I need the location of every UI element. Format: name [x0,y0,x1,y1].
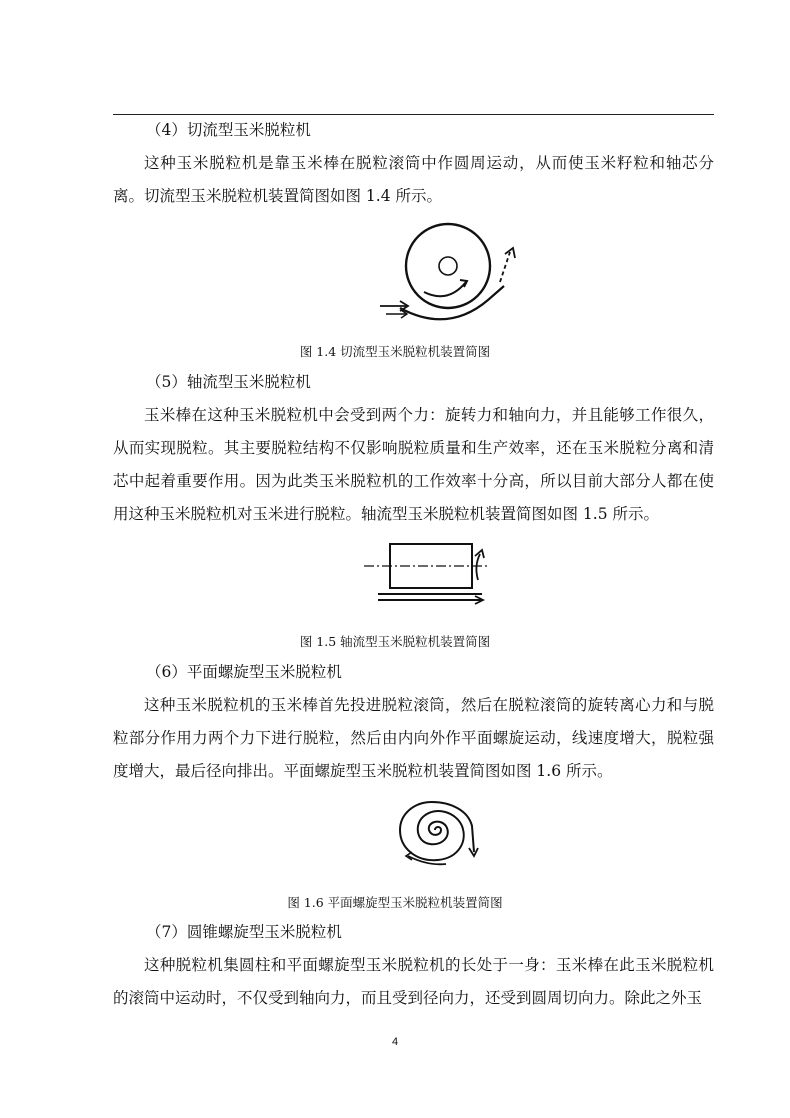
section-6-heading: （6）平面螺旋型玉米脱粒机 [146,663,342,681]
figure-1-4-caption: 图 1.4 切流型玉米脱粒机装置简图 [299,344,491,359]
section-7-heading: （7）圆锥螺旋型玉米脱粒机 [146,923,342,941]
page-number: 4 [391,1036,399,1048]
section-4-paragraph: 这种玉米脱粒机是靠玉米棒在脱粒滚筒中作圆周运动，从而使玉米籽粒和轴芯分离。切流型玉米脱粒机装置简图如图 1.4 所示。 [113,154,714,205]
figure-1-6-caption: 图 1.6 平面螺旋型玉米脱粒机装置简图 [287,895,503,910]
figure-1-4-tangential-thresher [370,222,540,330]
section-5-paragraph: 玉米棒在这种玉米脱粒机中会受到两个力：旋转力和轴向力，并且能够工作很久，从而实现脱粒。其主要脱粒结构不仅影响脱粒质量和生产效率，还在玉米脱粒分离和清芯中起着重要作用。因为此类玉米脱粒机的工作效率十分高，所以目前大部分人都在使用这种玉米脱粒机对玉米进行脱粒。轴流型玉米脱粒机装置简图如图 1.5 所示。 [113,406,714,523]
figure-1-5-axial-thresher [362,540,496,610]
figure-1-6-planar-spiral-thresher [388,796,484,868]
section-7-paragraph: 这种脱粒机集圆柱和平面螺旋型玉米脱粒机的长处于一身：玉米棒在此玉米脱粒机的滚筒中运动时，不仅受到轴向力，而且受到径向力，还受到圆周切向力。除此之外玉 [113,956,714,1007]
section-6-paragraph: 这种玉米脱粒机的玉米棒首先投进脱粒滚筒，然后在脱粒滚筒的旋转离心力和与脱粒部分作用力两个力下进行脱粒，然后由内向外作平面螺旋运动，线速度增大，脱粒强度增大，最后径向排出。平面螺旋型玉米脱粒机装置简图如图 1.6 所示。 [113,696,714,780]
section-4-heading: （4）切流型玉米脱粒机 [146,121,311,139]
figure-1-5-caption: 图 1.5 轴流型玉米脱粒机装置简图 [299,634,491,649]
section-5-heading: （5）轴流型玉米脱粒机 [146,373,311,391]
